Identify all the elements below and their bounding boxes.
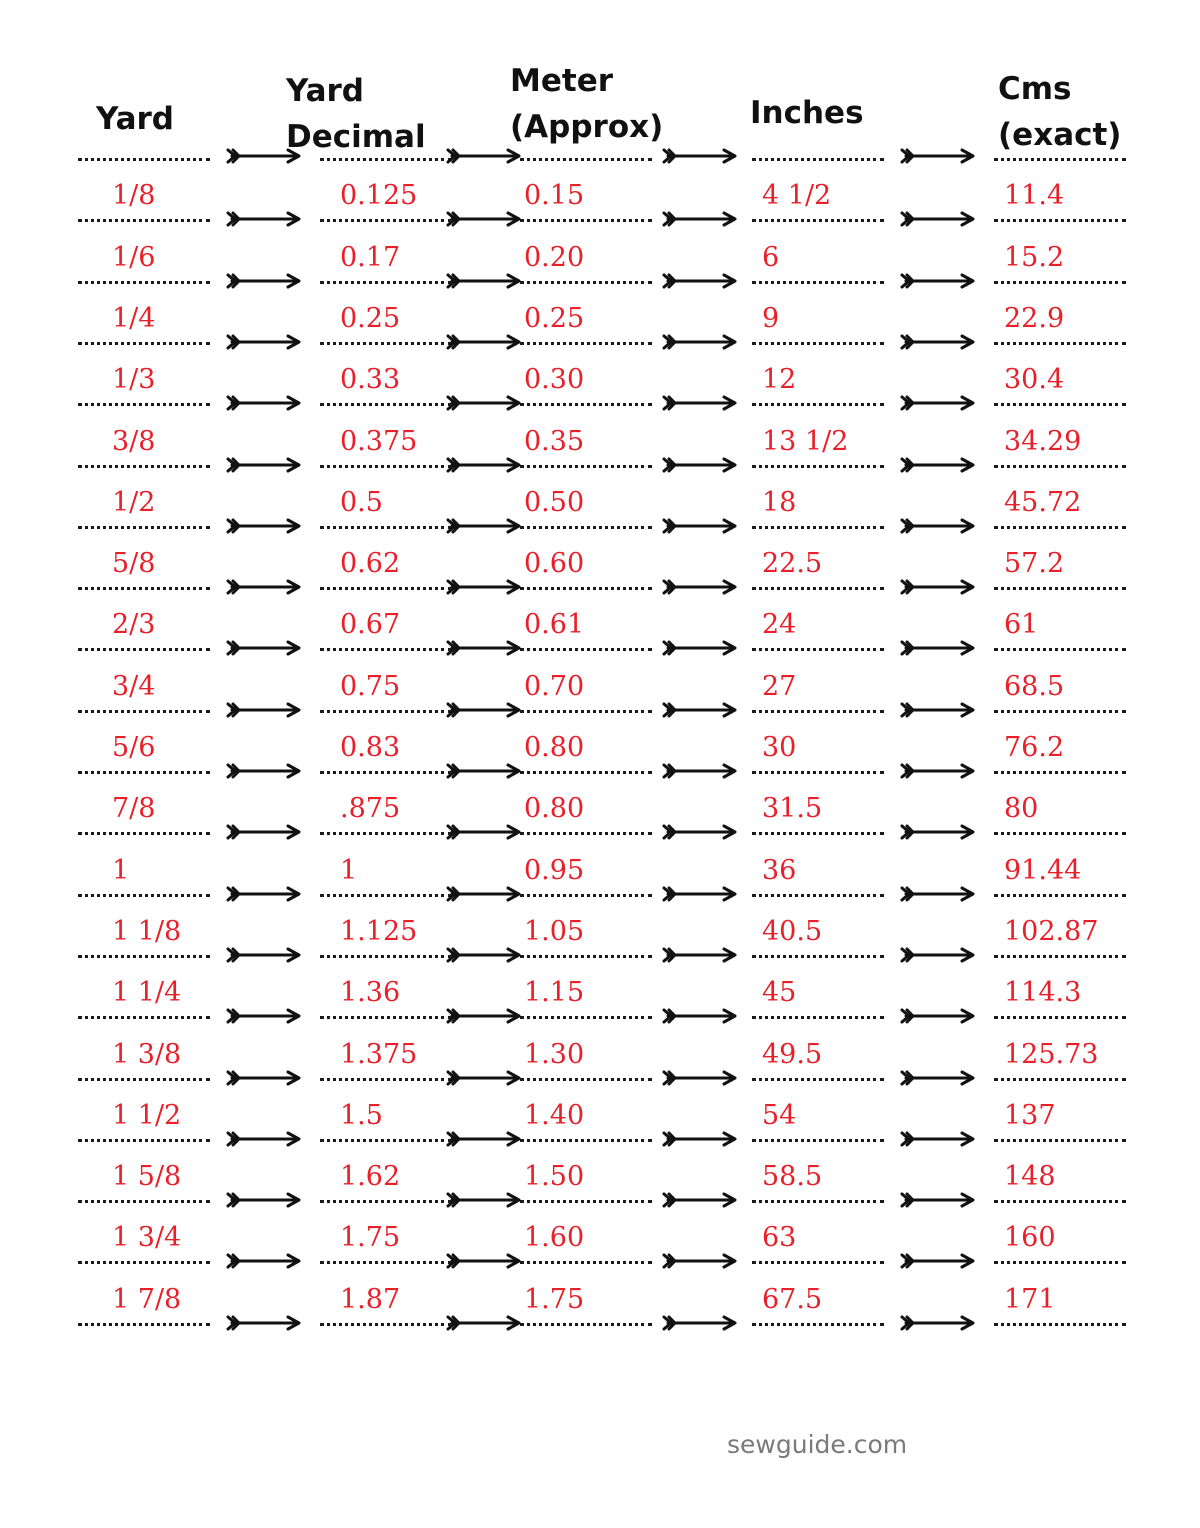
row-arrow [226, 822, 302, 842]
dotted-line [78, 342, 210, 345]
cms-value: 114.3 [1004, 977, 1082, 1009]
dotted-line [994, 710, 1126, 713]
header-yard-decimal [286, 68, 426, 160]
row-arrow [446, 1251, 522, 1271]
dotted-line [520, 1016, 652, 1019]
header-yard [96, 96, 174, 142]
dotted-line [994, 1261, 1126, 1264]
inches-value: 22.5 [762, 548, 823, 580]
yard-value: 7/8 [112, 793, 156, 825]
meter-value: 1.60 [524, 1222, 585, 1254]
dotted-line [78, 403, 210, 406]
dotted-line [994, 1016, 1126, 1019]
header-cms-line1: Cms [998, 71, 1072, 107]
dotted-line [520, 465, 652, 468]
dotted-line [78, 1016, 210, 1019]
row-arrow [446, 393, 522, 413]
header-dotted-line [752, 158, 884, 161]
dotted-line [752, 403, 884, 406]
header-dotted-line [320, 158, 452, 161]
dotted-line [520, 955, 652, 958]
dotted-line [78, 832, 210, 835]
dotted-line [320, 832, 452, 835]
meter-value: 0.95 [524, 854, 585, 886]
yard-value: 1 1/8 [112, 915, 182, 947]
row-arrow [662, 1129, 738, 1149]
yard-decimal-value: 1.75 [340, 1222, 401, 1254]
inches-value: 24 [762, 609, 797, 641]
row-arrow [226, 1251, 302, 1271]
row-arrow [226, 516, 302, 536]
row-arrow [900, 1068, 976, 1088]
cms-value: 160 [1004, 1222, 1056, 1254]
dotted-line [752, 1078, 884, 1081]
dotted-line [752, 832, 884, 835]
dotted-line [78, 710, 210, 713]
yard-decimal-value: 1.36 [340, 977, 401, 1009]
dotted-line [994, 403, 1126, 406]
dotted-line [320, 1200, 452, 1203]
dotted-line [994, 1139, 1126, 1142]
dotted-line [994, 1323, 1126, 1326]
header-dotted-line [994, 158, 1126, 161]
inches-value: 4 1/2 [762, 180, 832, 212]
dotted-line [994, 771, 1126, 774]
inches-value: 67.5 [762, 1283, 823, 1315]
dotted-line [78, 771, 210, 774]
row-arrow [662, 1006, 738, 1026]
row-arrow [446, 1190, 522, 1210]
row-arrow [446, 1313, 522, 1333]
dotted-line [78, 1078, 210, 1081]
yard-value: 5/6 [112, 732, 156, 763]
row-arrow [900, 577, 976, 597]
cms-value: 125.73 [1004, 1038, 1099, 1070]
dotted-line [752, 342, 884, 345]
yard-value: 1 [112, 854, 130, 886]
cms-value: 30.4 [1004, 364, 1065, 396]
dotted-line [520, 832, 652, 835]
dotted-line [520, 710, 652, 713]
header-meter-line2: (Approx) [510, 109, 664, 145]
row-arrow [900, 761, 976, 781]
yard-decimal-value: 1.5 [340, 1099, 383, 1131]
dotted-line [320, 465, 452, 468]
dotted-line [752, 1016, 884, 1019]
row-arrow [226, 884, 302, 904]
dotted-line [320, 1016, 452, 1019]
meter-value: 0.50 [524, 486, 585, 518]
dotted-line [752, 526, 884, 529]
cms-value: 15.2 [1004, 241, 1065, 273]
inches-value: 30 [762, 732, 797, 763]
yard-decimal-value: 0.33 [340, 364, 401, 396]
yard-value: 3/4 [112, 670, 156, 702]
dotted-line [994, 1078, 1126, 1081]
meter-value: 0.25 [524, 302, 585, 334]
header-meter [510, 58, 663, 150]
yard-value: 1/3 [112, 364, 156, 396]
row-arrow [900, 1190, 976, 1210]
row-arrow [226, 271, 302, 291]
dotted-line [752, 1323, 884, 1326]
inches-value: 12 [762, 364, 797, 396]
cms-value: 102.87 [1004, 915, 1099, 947]
yard-decimal-value: .875 [340, 793, 401, 825]
row-arrow [662, 332, 738, 352]
dotted-line [520, 342, 652, 345]
yard-decimal-value: 0.62 [340, 548, 401, 580]
cms-value: 91.44 [1004, 854, 1082, 886]
header-meter-line1: Meter [510, 63, 614, 99]
dotted-line [320, 587, 452, 590]
yard-value: 1/2 [112, 486, 156, 518]
dotted-line [752, 465, 884, 468]
dotted-line [994, 526, 1126, 529]
meter-value: 0.61 [524, 609, 585, 641]
yard-value: 1 1/4 [112, 977, 182, 1009]
dotted-line [520, 403, 652, 406]
row-arrow [900, 822, 976, 842]
cms-value: 76.2 [1004, 732, 1065, 763]
cms-value: 148 [1004, 1161, 1056, 1193]
inches-value: 31.5 [762, 793, 823, 825]
dotted-line [78, 1200, 210, 1203]
header-arrow [662, 146, 738, 166]
header-dotted-line [520, 158, 652, 161]
row-arrow [226, 638, 302, 658]
yard-value: 3/8 [112, 425, 156, 457]
row-arrow [446, 638, 522, 658]
header-cms [998, 66, 1121, 158]
row-arrow [900, 271, 976, 291]
yard-decimal-value: 0.25 [340, 302, 401, 334]
yard-value: 1/4 [112, 302, 156, 334]
row-arrow [662, 761, 738, 781]
meter-value: 1.15 [524, 977, 585, 1009]
cms-value: 80 [1004, 793, 1039, 825]
dotted-line [320, 955, 452, 958]
inches-value: 45 [762, 977, 797, 1009]
meter-value: 0.15 [524, 180, 585, 212]
row-arrow [900, 393, 976, 413]
dotted-line [78, 955, 210, 958]
yard-value: 1 3/4 [112, 1222, 182, 1254]
dotted-line [752, 955, 884, 958]
row-arrow [900, 1313, 976, 1333]
dotted-line [520, 1200, 652, 1203]
dotted-line [994, 894, 1126, 897]
row-arrow [900, 638, 976, 658]
meter-value: 0.80 [524, 793, 585, 825]
yard-decimal-value: 0.67 [340, 609, 401, 641]
header-dotted-line [78, 158, 210, 161]
dotted-line [78, 465, 210, 468]
row-arrow [446, 516, 522, 536]
yard-value: 5/8 [112, 548, 156, 580]
row-arrow [662, 884, 738, 904]
yard-value: 1 7/8 [112, 1283, 182, 1315]
row-arrow [900, 1006, 976, 1026]
header-arrow [900, 146, 976, 166]
dotted-line [320, 1139, 452, 1142]
inches-value: 27 [762, 670, 797, 702]
meter-value: 0.20 [524, 241, 585, 273]
yard-decimal-value: 0.75 [340, 670, 401, 702]
row-arrow [900, 1251, 976, 1271]
yard-value: 1 1/2 [112, 1099, 182, 1131]
row-arrow [662, 393, 738, 413]
dotted-line [320, 526, 452, 529]
row-arrow [446, 455, 522, 475]
header-inches [750, 90, 864, 136]
row-arrow [900, 884, 976, 904]
yard-value: 2/3 [112, 609, 156, 641]
cms-value: 11.4 [1004, 180, 1065, 212]
yard-decimal-value: 1.62 [340, 1161, 401, 1193]
dotted-line [320, 1323, 452, 1326]
dotted-line [78, 894, 210, 897]
row-arrow [662, 1251, 738, 1271]
row-arrow [662, 945, 738, 965]
cms-value: 137 [1004, 1099, 1056, 1131]
row-arrow [446, 1068, 522, 1088]
row-arrow [446, 1006, 522, 1026]
yard-decimal-value: 0.125 [340, 180, 418, 212]
row-arrow [226, 332, 302, 352]
yard-decimal-value: 1.87 [340, 1283, 401, 1315]
cms-value: 171 [1004, 1283, 1056, 1315]
inches-value: 18 [762, 486, 797, 518]
header-arrow [226, 146, 302, 166]
dotted-line [520, 219, 652, 222]
row-arrow [900, 945, 976, 965]
meter-value: 1.75 [524, 1283, 585, 1315]
header-yard-decimal-line2: Decimal [286, 119, 426, 155]
header-inches-label: Inches [750, 95, 864, 131]
row-arrow [446, 1129, 522, 1149]
row-arrow [226, 455, 302, 475]
row-arrow [662, 1068, 738, 1088]
row-arrow [446, 332, 522, 352]
row-arrow [662, 1313, 738, 1333]
dotted-line [320, 219, 452, 222]
row-arrow [446, 700, 522, 720]
dotted-line [320, 648, 452, 651]
dotted-line [520, 894, 652, 897]
row-arrow [900, 455, 976, 475]
meter-value: 0.35 [524, 425, 585, 457]
dotted-line [78, 526, 210, 529]
dotted-line [752, 771, 884, 774]
inches-value: 9 [762, 302, 780, 334]
inches-value: 58.5 [762, 1161, 823, 1193]
dotted-line [994, 1200, 1126, 1203]
row-arrow [446, 822, 522, 842]
dotted-line [520, 771, 652, 774]
inches-value: 63 [762, 1222, 797, 1254]
dotted-line [78, 648, 210, 651]
meter-value: 0.80 [524, 732, 585, 763]
dotted-line [752, 710, 884, 713]
dotted-line [520, 1078, 652, 1081]
dotted-line [752, 587, 884, 590]
row-arrow [662, 822, 738, 842]
row-arrow [226, 1190, 302, 1210]
row-arrow [446, 945, 522, 965]
row-arrow [900, 516, 976, 536]
dotted-line [520, 1261, 652, 1264]
dotted-line [752, 219, 884, 222]
dotted-line [994, 587, 1126, 590]
dotted-line [994, 342, 1126, 345]
dotted-line [78, 587, 210, 590]
inches-value: 6 [762, 241, 780, 273]
dotted-line [320, 342, 452, 345]
dotted-line [78, 281, 210, 284]
yard-decimal-value: 0.17 [340, 241, 401, 273]
row-arrow [226, 761, 302, 781]
dotted-line [752, 648, 884, 651]
yard-decimal-value: 0.375 [340, 425, 418, 457]
row-arrow [662, 271, 738, 291]
dotted-line [78, 1323, 210, 1326]
row-arrow [662, 516, 738, 536]
dotted-line [994, 955, 1126, 958]
row-arrow [446, 577, 522, 597]
header-cms-line2: (exact) [998, 117, 1122, 153]
header-arrow [446, 146, 522, 166]
dotted-line [520, 526, 652, 529]
yard-value: 1/8 [112, 180, 156, 212]
dotted-line [78, 1261, 210, 1264]
row-arrow [446, 271, 522, 291]
dotted-line [320, 710, 452, 713]
header-yard-decimal-line1: Yard [286, 73, 364, 109]
row-arrow [226, 700, 302, 720]
header-yard-label: Yard [96, 101, 174, 137]
dotted-line [994, 281, 1126, 284]
meter-value: 1.50 [524, 1161, 585, 1193]
inches-value: 49.5 [762, 1038, 823, 1070]
row-arrow [226, 945, 302, 965]
row-arrow [446, 884, 522, 904]
row-arrow [900, 209, 976, 229]
row-arrow [226, 393, 302, 413]
row-arrow [226, 1129, 302, 1149]
row-arrow [900, 700, 976, 720]
dotted-line [320, 1261, 452, 1264]
dotted-line [320, 281, 452, 284]
dotted-line [752, 1139, 884, 1142]
dotted-line [994, 648, 1126, 651]
row-arrow [662, 638, 738, 658]
yard-value: 1 3/8 [112, 1038, 182, 1070]
dotted-line [520, 1323, 652, 1326]
dotted-line [994, 219, 1126, 222]
dotted-line [320, 1078, 452, 1081]
inches-value: 36 [762, 854, 797, 886]
dotted-line [752, 281, 884, 284]
dotted-line [752, 1261, 884, 1264]
row-arrow [662, 577, 738, 597]
yard-decimal-value: 0.83 [340, 732, 401, 763]
cms-value: 34.29 [1004, 425, 1082, 457]
dotted-line [994, 832, 1126, 835]
yard-decimal-value: 1.375 [340, 1038, 418, 1070]
row-arrow [662, 700, 738, 720]
row-arrow [446, 761, 522, 781]
dotted-line [752, 894, 884, 897]
row-arrow [662, 1190, 738, 1210]
row-arrow [900, 332, 976, 352]
dotted-line [520, 648, 652, 651]
row-arrow [662, 455, 738, 475]
dotted-line [520, 281, 652, 284]
yard-decimal-value: 1.125 [340, 915, 418, 947]
cms-value: 45.72 [1004, 486, 1082, 518]
inches-value: 54 [762, 1099, 797, 1131]
row-arrow [226, 209, 302, 229]
meter-value: 0.70 [524, 670, 585, 702]
dotted-line [78, 219, 210, 222]
dotted-line [78, 1139, 210, 1142]
yard-decimal-value: 0.5 [340, 486, 383, 518]
cms-value: 22.9 [1004, 302, 1065, 334]
row-arrow [900, 1129, 976, 1149]
row-arrow [226, 1068, 302, 1088]
dotted-line [320, 771, 452, 774]
dotted-line [320, 894, 452, 897]
row-arrow [226, 1313, 302, 1333]
meter-value: 0.60 [524, 548, 585, 580]
inches-value: 40.5 [762, 915, 823, 947]
row-arrow [662, 209, 738, 229]
footer-source: sewguide.com [727, 1430, 908, 1459]
row-arrow [226, 577, 302, 597]
cms-value: 61 [1004, 609, 1039, 641]
dotted-line [520, 1139, 652, 1142]
yard-value: 1 5/8 [112, 1161, 182, 1193]
dotted-line [320, 403, 452, 406]
yard-value: 1/6 [112, 241, 156, 273]
inches-value: 13 1/2 [762, 425, 849, 457]
dotted-line [994, 465, 1126, 468]
cms-value: 68.5 [1004, 670, 1065, 702]
dotted-line [752, 1200, 884, 1203]
yard-decimal-value: 1 [340, 854, 358, 886]
meter-value: 0.30 [524, 364, 585, 396]
cms-value: 57.2 [1004, 548, 1065, 580]
row-arrow [226, 1006, 302, 1026]
meter-value: 1.30 [524, 1038, 585, 1070]
meter-value: 1.05 [524, 915, 585, 947]
row-arrow [446, 209, 522, 229]
dotted-line [520, 587, 652, 590]
meter-value: 1.40 [524, 1099, 585, 1131]
